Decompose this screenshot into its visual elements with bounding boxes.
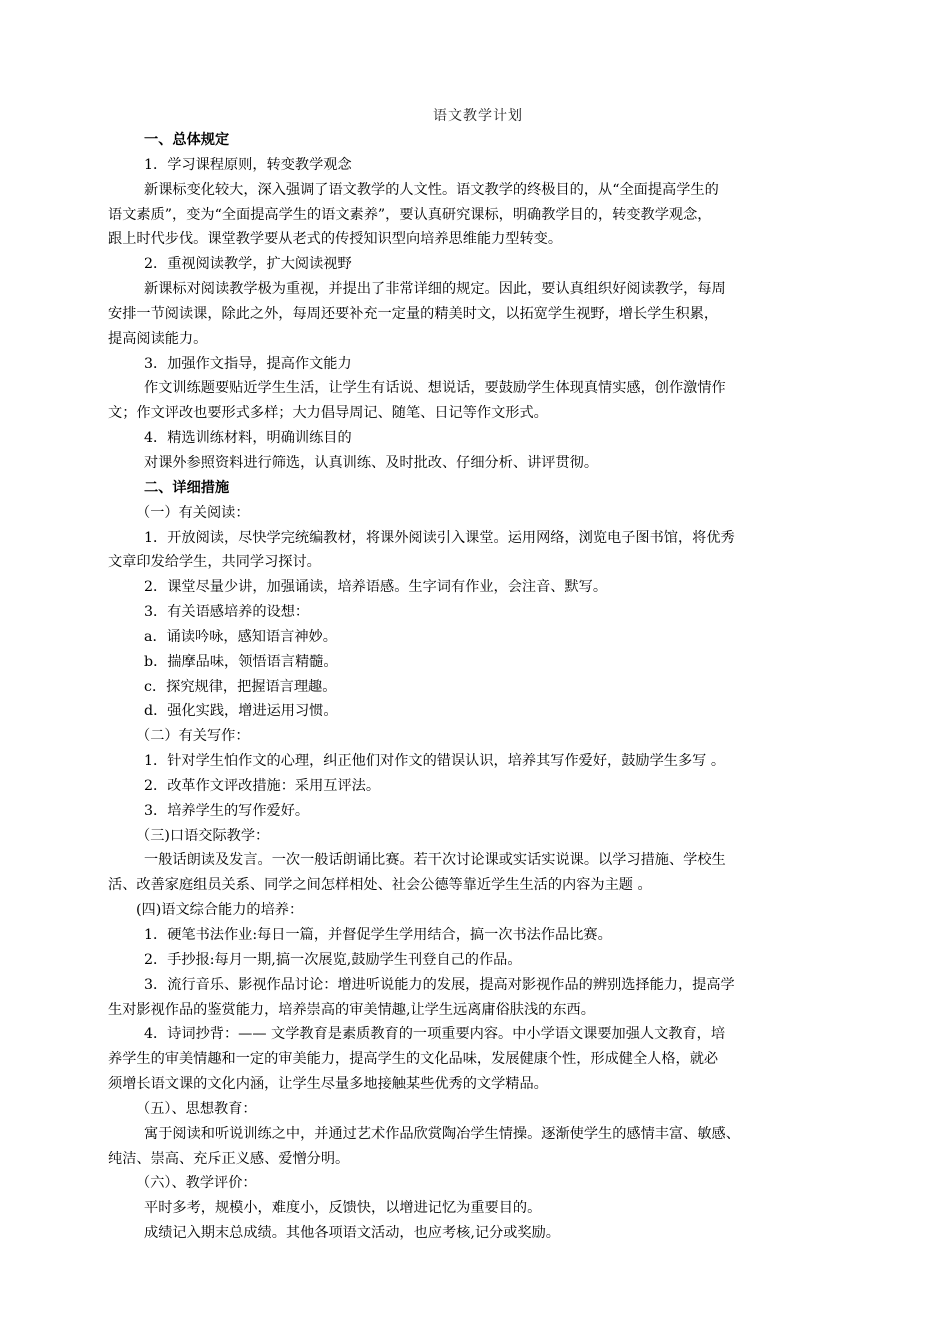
text-line: 新课标变化较大，深入强调了语文教学的人文性。语文教学的终极目的，从“全面提高学生的 <box>144 181 719 198</box>
text-line: 纯洁、崇高、充斥正义感、爱憎分明。 <box>108 1150 350 1167</box>
document-title: 语文教学计划 <box>433 108 523 124</box>
text-line: 提高阅读能力。 <box>108 330 208 347</box>
subsection-heading: （二）有关写作： <box>136 728 250 745</box>
text-line: 3．培养学生的写作爱好。 <box>144 802 310 819</box>
subsection-heading: (四)语文综合能力的培养： <box>136 902 304 919</box>
text-line: c．探究规律，把握语言理趣。 <box>144 678 337 695</box>
text-line: 作文训练题要贴近学生生活，让学生有话说、想说话，要鼓励学生体现真情实感，创作激情作 <box>144 380 726 397</box>
text-line: 文；作文评改也要形式多样；大力倡导周记、随笔、日记等作文形式。 <box>108 405 548 422</box>
text-line: 一般话朗读及发言。一次一般话朗诵比赛。若干次讨论课或实话实说课。以学习措施、学校生 <box>144 852 726 869</box>
text-line: 2．手抄报:每月一期,搞一次展览,鼓励学生刊登自己的作品。 <box>144 951 522 968</box>
text-line: 1．学习课程原则，转变教学观念 <box>144 156 352 173</box>
subsection-heading: （六）、教学评价： <box>136 1175 257 1192</box>
subsection-heading: （一）有关阅读： <box>136 504 250 521</box>
text-line: d．强化实践，增进运用习惯。 <box>144 703 338 720</box>
text-line: 须增长语文课的文化内涵，让学生尽量多地接触某些优秀的文学精品。 <box>108 1076 548 1093</box>
text-line: 3．流行音乐、影视作品讨论：增进听说能力的发展，提高对影视作品的辨别选择能力，提高学 <box>144 976 735 993</box>
text-line: 跟上时代步伐。课堂教学要从老式的传授知识型向培养思维能力型转变。 <box>108 231 563 248</box>
text-line: 文章印发给学生，共同学习探讨。 <box>108 554 321 571</box>
text-line: 2．课堂尽量少讲，加强诵读，培养语感。生字词有作业，会注音、默写。 <box>144 579 608 596</box>
text-line: 新课标对阅读教学极为重视，并提出了非常详细的规定。因此，要认真组织好阅读教学，每周 <box>144 281 726 298</box>
text-line: 3．有关语感培养的设想： <box>144 604 310 621</box>
text-line: 生对影视作品的鉴赏能力，培养崇高的审美情趣,让学生远离庸俗肤浅的东西。 <box>108 1001 595 1018</box>
subsection-heading: （三)口语交际教学： <box>136 827 270 844</box>
text-line: 对课外参照资料进行筛选，认真训练、及时批改、仔细分析、讲评贯彻。 <box>144 454 599 471</box>
text-line: 活、改善家庭组员关系、同学之间怎样相处、社会公德等靠近学生生活的内容为主题 。 <box>108 877 652 894</box>
text-line: 3．加强作文指导，提高作文能力 <box>144 355 352 372</box>
text-line: 1．针对学生怕作文的心理，纠正他们对作文的错误认识，培养其写作爱好，鼓励学生多写 。 <box>144 753 726 770</box>
text-line: 寓于阅读和听说训练之中，并通过艺术作品欣赏陶冶学生情操。逐渐使学生的感情丰富、敏感、 <box>144 1125 740 1142</box>
text-line: a．诵读吟咏，感知语言神妙。 <box>144 628 337 645</box>
section-heading: 二、详细措施 <box>144 479 230 496</box>
text-line: 1．开放阅读，尽快学完统编教材，将课外阅读引入课堂。运用网络，浏览电子图书馆，将优秀 <box>144 529 735 546</box>
document-body <box>108 128 848 1246</box>
text-line: 4．精选训练材料，明确训练目的 <box>144 430 352 447</box>
document-page <box>108 104 848 1246</box>
subsection-heading: （五）、思想教育： <box>136 1100 257 1117</box>
text-line: 平时多考，规模小，难度小，反馈快，以增进记忆为重要目的。 <box>144 1200 542 1217</box>
text-line: 2．重视阅读教学，扩大阅读视野 <box>144 256 352 273</box>
section-heading: 一、总体规定 <box>144 132 230 148</box>
text-line: 安排一节阅读课，除此之外，每周还要补充一定量的精美时文，以拓宽学生视野，增长学生积累， <box>108 305 719 322</box>
text-line: 成绩记入期末总成绩。其他各项语文活动，也应考核,记分或奖励。 <box>144 1225 560 1242</box>
text-line: 语文素质”，变为“全面提高学生的语文素养”，要认真研究课标，明确教学目的，转变教学观念， <box>108 206 712 223</box>
text-line: b．揣摩品味，领悟语言精髓。 <box>144 653 338 670</box>
text-line: 2．改革作文评改措施：采用互评法。 <box>144 777 381 794</box>
text-line: 4．诗词抄背：—— 文学教育是素质教育的一项重要内容。中小学语文课要加强人文教育，培 <box>144 1026 726 1043</box>
text-line: 1．硬笔书法作业:每日一篇，并督促学生学用结合，搞一次书法作品比赛。 <box>144 927 612 943</box>
text-line: 养学生的审美情趣和一定的审美能力，提高学生的文化品味，发展健康个性，形成健全人格，就必 <box>108 1051 719 1068</box>
